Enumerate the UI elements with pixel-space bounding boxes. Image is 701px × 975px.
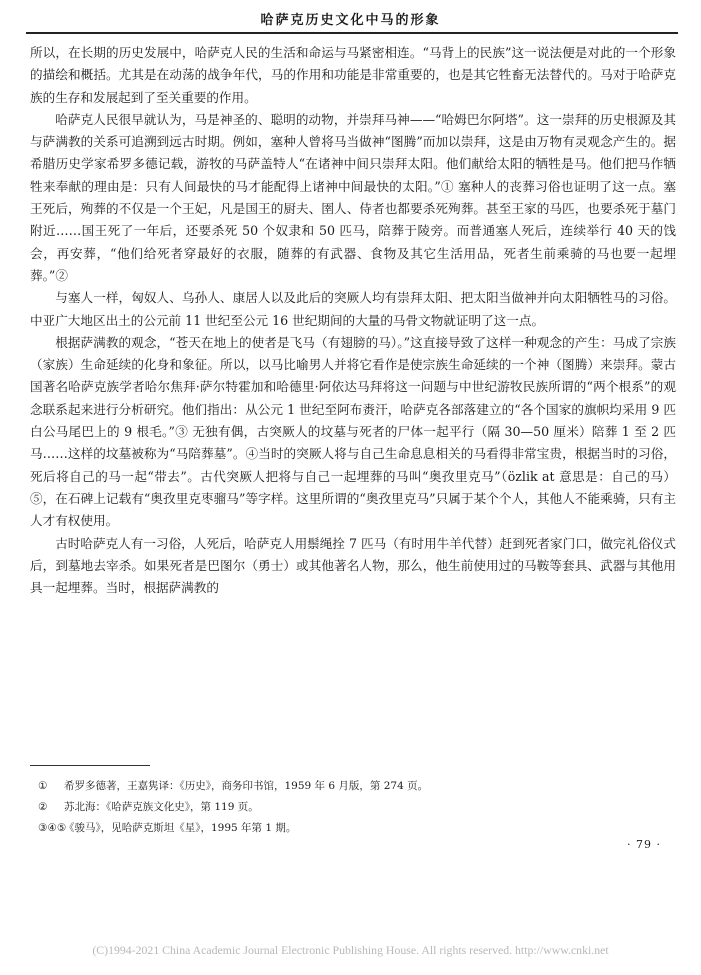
footnote [38, 818, 658, 839]
paragraph: 所以，在长期的历史发展中，哈萨克人民的生活和命运与马紧密相连。“马背上的民族”这一说法便是对此的一个形象的描绘和概括。尤其是在动荡的战争年代，马的作用和功能是非常重要的，也是其它牲畜无法替代的。马对于哈萨克族的生存和发展起到了至关重要的作用。 [30, 45, 676, 105]
paragraph: 哈萨克人民很早就认为，马是神圣的、聪明的动物，并崇拜马神——“哈姆巴尔阿塔”。这一崇拜的历史根源及其与萨满教的关系可追溯到远古时期。例如，塞种人曾将马当做神“图腾”而加以崇拜，这是由万物有灵观念产生的。据希腊历史学家希罗多德记载，游牧的马萨盖特人“在诸神中间只崇拜太阳。他们献给太阳的牺牲是马。他们把马作牺牲来奉献的理由是：只有人间最快的马才能配得上诸神中间最快的太阳。”① 塞种人的丧葬习俗也证明了这一点。塞王死后，殉葬的不仅是一个王妃，凡是国王的厨夫、圉人、侍者也都要杀死殉葬。甚至王家的马匹，也要杀死于墓门附近……国王死了一年后，还要杀死 50 个奴隶和 50 匹马，陪葬于陵旁。而普通塞人死后，连续举行 40 天的饯会，再安葬，“他们给死者穿最好的衣服，随葬的有武器、食物及其它生活用品，死者生前乘骑的马也要一起埋葬。”② [30, 111, 676, 283]
footnote-text: 《骏马》，见哈萨克斯坦《星》，1995 年第 1 期。 [64, 822, 297, 834]
footnote [38, 797, 658, 818]
paragraph: 古时哈萨克人有一习俗，人死后，哈萨克人用鬃绳拴 7 匹马（有时用牛羊代替）赶到死者家门口，做完礼俗仪式后，到墓地去宰杀。如果死者是巴图尔（勇士）或其他著名人物，那么，他生前使用过的马鞍等套具、武器与其他用具一起埋葬。当时，根据萨满教的 [30, 535, 676, 596]
footnote-mark: ③④⑤ [38, 822, 67, 834]
footnote-mark: ① [38, 780, 48, 792]
copyright-notice: (C)1994-2021 China Academic Journal Electronic Publishing House. All rights reserved. http://www.cnki.net [92, 943, 609, 957]
page-number: · 79 · [627, 838, 661, 851]
paragraph: 根据萨满教的观念，“苍天在地上的使者是飞马（有翅膀的马）。”这直接导致了这样一种观念的产生：马成了宗族（家族）生命延续的化身和象征。所以，以马比喻男人并将它看作是使宗族生命延续的一个神（图腾）来崇拜。蒙古国著名哈萨克族学者哈尔焦拜·萨尔特霍加和哈德里·阿依达马拜将这一问题与中世纪游牧民族所谓的“两个根系”的观念联系起来进行分析研究。他们指出：从公元 1 世纪至阿布赉汗，哈萨克各部落建立的“各个国家的旗帜均采用 9 匹白公马尾巴上的 9 根毛。”③ 无独有偶，古突厥人的坟墓与死者的尸体一起平行（隔 30—50 厘米）陪葬 1 至 2 匹马……这样的坟墓被称为“马陪葬墓”。④当时的突厥人将与自己生命息息相关的马看得非常宝贵，根据当时的习俗，死后将自己的马一起“带去”。古代突厥人把将与自己一起埋葬的马叫“奥孜里克马”（özlik at 意思是：自己的马）⑤，在石碑上记载有“奥孜里克枣骝马”等字样。这里所谓的“奥孜里克马”只属于某个个人，其他人不能乘骑，只有主人才有权使用。 [30, 334, 676, 529]
footnote [38, 776, 658, 797]
footnote-text: 希罗多德著，王嘉隽译：《历史》，商务印书馆，1959 年 6 月版，第 274 页。 [64, 780, 429, 792]
footnote-text: 苏北海：《哈萨克族文化史》，第 119 页。 [64, 801, 259, 813]
running-title: 哈萨克历史文化中马的形象 [260, 13, 441, 28]
footnote-mark: ② [38, 801, 48, 813]
footnotes [38, 776, 658, 839]
footnote-rule [30, 765, 150, 766]
paragraph: 与塞人一样，匈奴人、乌孙人、康居人以及此后的突厥人均有崇拜太阳、把太阳当做神并向太阳牺牲马的习俗。中亚广大地区出土的公元前 11 世纪至公元 16 世纪期间的大量的马骨文物就证明了这一点。 [30, 290, 676, 328]
header-rule [26, 32, 678, 34]
article-body [30, 42, 676, 599]
